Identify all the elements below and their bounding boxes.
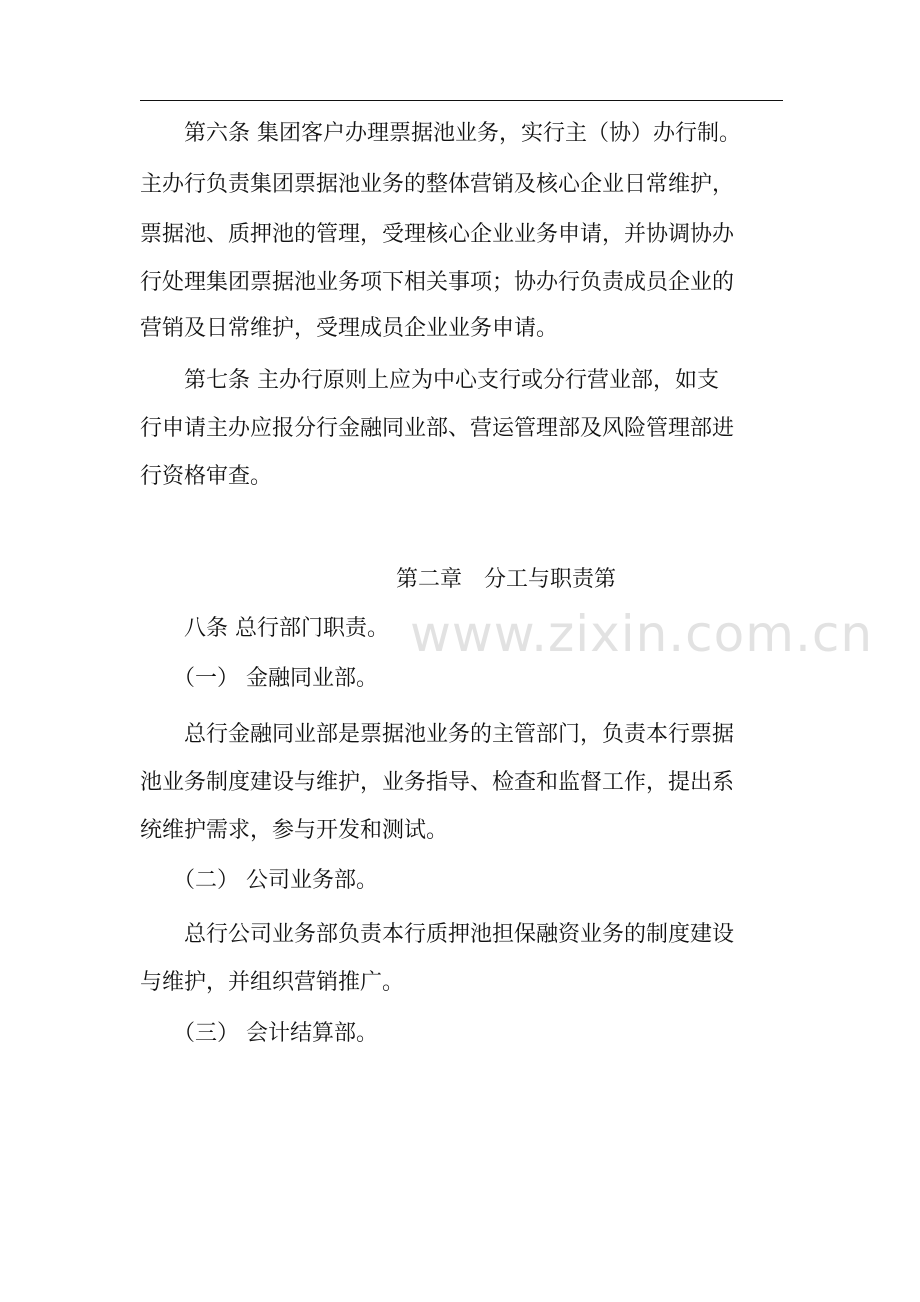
text-line: 八条 总行部门职责。 bbox=[140, 616, 389, 641]
text-line: 池业务制度建设与维护，业务指导、检查和监督工作，提出系 bbox=[140, 770, 735, 795]
watermark: www.zixin.com.cn bbox=[410, 605, 874, 663]
text-line: 行资格审查。 bbox=[140, 464, 273, 489]
chapter-heading: 第二章 分工与职责第 bbox=[396, 567, 617, 592]
section-heading: （三） 会计结算部。 bbox=[140, 1021, 378, 1046]
section-heading: （二） 公司业务部。 bbox=[140, 868, 378, 893]
text-line: 营销及日常维护，受理成员企业业务申请。 bbox=[140, 316, 559, 341]
text-line: 第七条 主办行原则上应为中心支行或分行营业部，如支 bbox=[140, 368, 719, 393]
text-line: 总行金融同业部是票据池业务的主管部门，负责本行票据 bbox=[140, 722, 735, 747]
text-line: 票据池、质押池的管理，受理核心企业业务申请，并协调协办 bbox=[140, 222, 735, 247]
text-line: 与维护，并组织营销推广。 bbox=[140, 970, 405, 995]
text-line: 第六条 集团客户办理票据池业务，实行主（协）办行制。 bbox=[140, 121, 741, 146]
section-heading: （一） 金融同业部。 bbox=[140, 666, 378, 691]
text-line: 总行公司业务部负责本行质押池担保融资业务的制度建设 bbox=[140, 922, 735, 947]
text-line: 行处理集团票据池业务项下相关事项；协办行负责成员企业的 bbox=[140, 270, 735, 295]
text-line: 统维护需求，参与开发和测试。 bbox=[140, 818, 449, 843]
text-line: 行申请主办应报分行金融同业部、营运管理部及风险管理部进 bbox=[140, 416, 735, 441]
header-rule bbox=[140, 100, 783, 101]
text-line: 主办行负责集团票据池业务的整体营销及核心企业日常维护， bbox=[140, 172, 735, 197]
